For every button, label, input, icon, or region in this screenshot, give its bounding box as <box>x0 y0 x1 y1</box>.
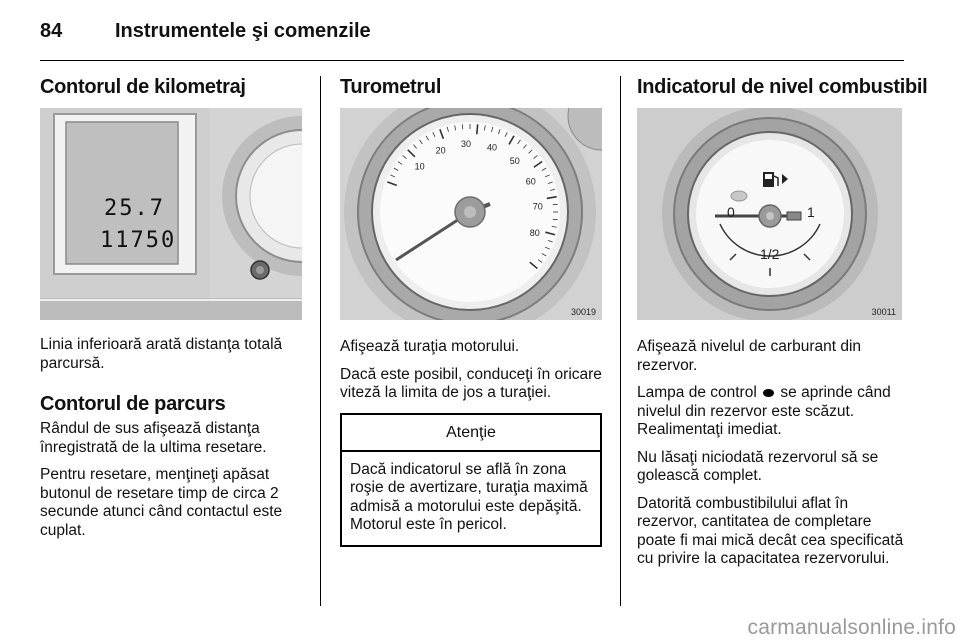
paragraph-warning-lamp <box>637 384 912 440</box>
tach-dial-number: 50 <box>509 155 520 166</box>
section-heading-trip: Contorul de parcurs <box>40 393 226 415</box>
watermark: carmanualsonline.info <box>747 616 956 639</box>
tachometer-figure <box>340 108 602 320</box>
fuel-gauge-label-empty: 0 <box>727 204 735 220</box>
paragraph-engine-speed: Afişează turaţia motorului. <box>340 338 520 355</box>
column-divider-2 <box>620 76 621 606</box>
column-divider-1 <box>320 76 321 606</box>
warning-lamp-text-before: Lampa de control <box>637 384 757 401</box>
header-rule <box>40 60 904 61</box>
odometer-display-value: 11750 <box>100 228 177 253</box>
tach-dial-number: 10 <box>414 161 425 172</box>
section-heading-fuel-gauge: Indicatorul de nivel combustibil <box>637 76 928 98</box>
trip-display-value: 25.7 <box>104 196 165 221</box>
warning-notice-body: Dacă indicatorul se află în zona roşie de avertizare, turaţia maximă admisă a motorului este depăşită. Motorul este în pericol. <box>350 460 588 533</box>
page-title: Instrumentele şi comenzile <box>115 20 371 42</box>
tach-dial-number: 20 <box>435 145 446 156</box>
tach-dial-number: 80 <box>529 227 540 238</box>
tachometer-figure-label: 30019 <box>570 307 596 317</box>
fuel-gauge-figure <box>637 108 902 320</box>
tach-dial-number: 60 <box>525 176 536 187</box>
warning-notice-title: Atenţie <box>342 415 600 452</box>
section-heading-odometer: Contorul de kilometraj <box>40 76 246 98</box>
fuel-gauge-figure-label: 30011 <box>871 307 896 317</box>
paragraph-driving-advice: Dacă este posibil, conduceţi în oricare viteză la limita de jos a turaţiei. <box>340 365 602 401</box>
page-number: 84 <box>40 20 63 42</box>
column-tachometer-text <box>340 338 606 547</box>
warning-lamp-icon <box>763 389 774 397</box>
column-odometer <box>40 76 306 99</box>
column-fuel-gauge <box>637 76 928 99</box>
paragraph-trip-description: Rândul de sus afişează distanţa înregistrată de la ultima resetare. <box>40 420 267 456</box>
paragraph-total-distance: Linia inferioară arată distanţa totală parcursă. <box>40 336 283 372</box>
odometer-figure <box>40 108 302 320</box>
column-odometer-text <box>40 336 306 549</box>
fuel-gauge-label-half: 1/2 <box>760 246 780 262</box>
paragraph-fuel-level: Afişează nivelul de carburant din rezervor. <box>637 338 862 374</box>
paragraph-never-empty: Nu lăsaţi niciodată rezervorul să se golească complet. <box>637 448 879 484</box>
tach-dial-number: 40 <box>487 142 498 153</box>
column-tachometer <box>340 76 606 99</box>
tach-dial-number: 70 <box>532 201 543 212</box>
tach-tick <box>477 124 478 134</box>
section-heading-tachometer: Turometrul <box>340 76 442 98</box>
paragraph-reset-instructions: Pentru resetare, menţineţi apăsat butonul de resetare timp de circa 2 secunde atunci când contactul este cuplat. <box>40 466 283 539</box>
warning-notice <box>340 413 602 547</box>
column-fuel-gauge-text <box>637 338 912 578</box>
fuel-gauge-label-full: 1 <box>807 204 815 220</box>
paragraph-refill-quantity: Datorită combustibilului aflat în rezervor, cantitatea de completare poate fi mai mică decât cea specificată cu privire la capacitatea rezervorului. <box>637 494 904 567</box>
tach-dial-number: 30 <box>461 139 472 150</box>
warning-lamp-text-after: se aprinde când nivelul din rezervor este scăzut. Realimentaţi imediat. <box>637 384 891 438</box>
